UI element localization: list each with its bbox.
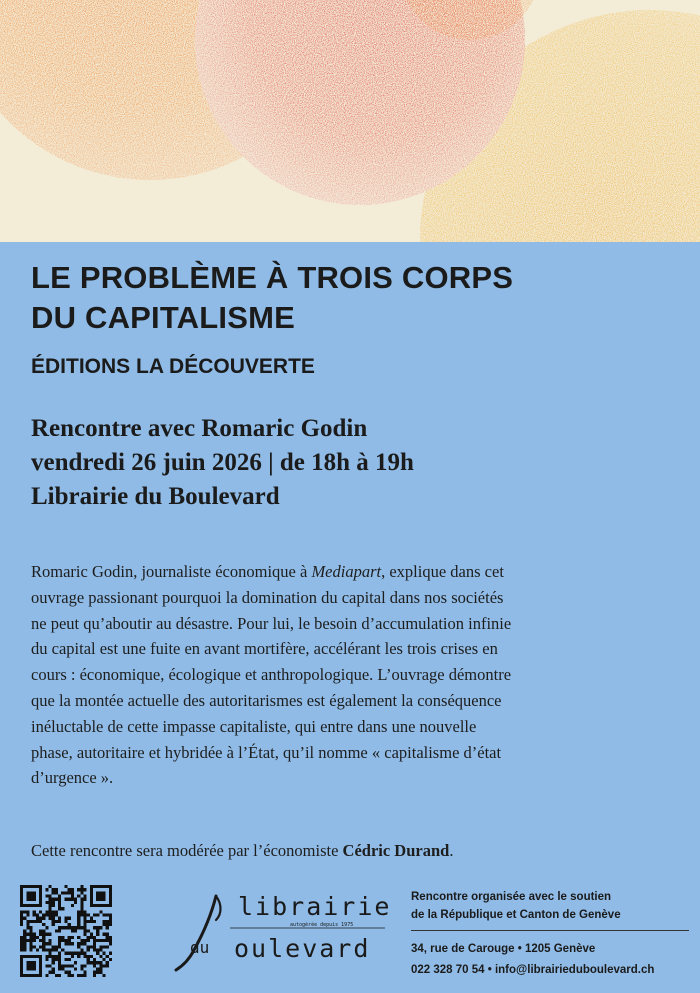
support-notice <box>411 888 691 924</box>
moderator-name: Cédric Durand <box>342 841 450 860</box>
qr-code-icon[interactable] <box>20 885 112 977</box>
book-description <box>31 559 671 791</box>
description-line: Romaric Godin, journaliste économique à Mediapart, explique dans cet <box>31 562 504 581</box>
phone-email[interactable]: 022 328 70 54 • info@librairieduboulevard.ch <box>411 964 655 976</box>
book-title-line-2: DU CAPITALISME <box>31 300 295 335</box>
librairie-du-boulevard-logo <box>172 892 392 972</box>
description-line: du capital est une fuite en avant mortifère, accélérant les trois crises en <box>31 639 498 659</box>
speckled-circles-artwork <box>0 0 700 242</box>
description-line: inéluctable de cette impasse capitaliste, qui entre dans une nouvelle <box>31 716 477 736</box>
event-speaker: Rencontre avec Romaric Godin <box>31 415 368 442</box>
event-date-time: vendredi 26 juin 2026 | de 18h à 19h <box>31 449 414 476</box>
description-line: cours : économique, écologique et anthropologique. L’ouvrage démontre <box>31 665 512 685</box>
logo-word-librairie: librairie <box>238 892 392 921</box>
description-line: d’urgence ». <box>31 768 114 788</box>
header-artwork <box>0 0 700 242</box>
support-line-1: Rencontre organisée avec le soutien <box>411 891 612 903</box>
event-venue: Librairie du Boulevard <box>31 483 280 510</box>
contact-info <box>411 939 696 981</box>
mediapart-italic: Mediapart <box>311 562 382 581</box>
logo-word-du: du <box>190 938 210 957</box>
publisher: ÉDITIONS LA DÉCOUVERTE <box>31 355 315 378</box>
main-content <box>0 242 700 993</box>
description-line: ne peut qu’aboutir au désastre. Pour lui, le besoin d’accumulation infinie <box>31 613 512 633</box>
description-line: phase, autoritaire et hybridée à l’État, qu’il nomme « capitalisme d’état <box>31 742 502 762</box>
logo-tagline: autogérée depuis 1975 <box>290 922 354 928</box>
description-line: ouvrage passionant pourquoi la domination du capital dans nos sociétés <box>31 587 504 607</box>
logo-word-oulevard: oulevard <box>234 934 371 963</box>
divider <box>411 930 689 931</box>
address: 34, rue de Carouge • 1205 Genève <box>411 943 596 955</box>
moderator-note: Cette rencontre sera modérée par l’économiste Cédric Durand. <box>31 841 454 860</box>
book-title-line-1: LE PROBLÈME À TROIS CORPS <box>31 260 514 295</box>
support-line-2: de la République et Canton de Genève <box>411 909 621 921</box>
description-line: que la montée actuelle des autoritarismes est également la conséquence <box>31 690 502 710</box>
